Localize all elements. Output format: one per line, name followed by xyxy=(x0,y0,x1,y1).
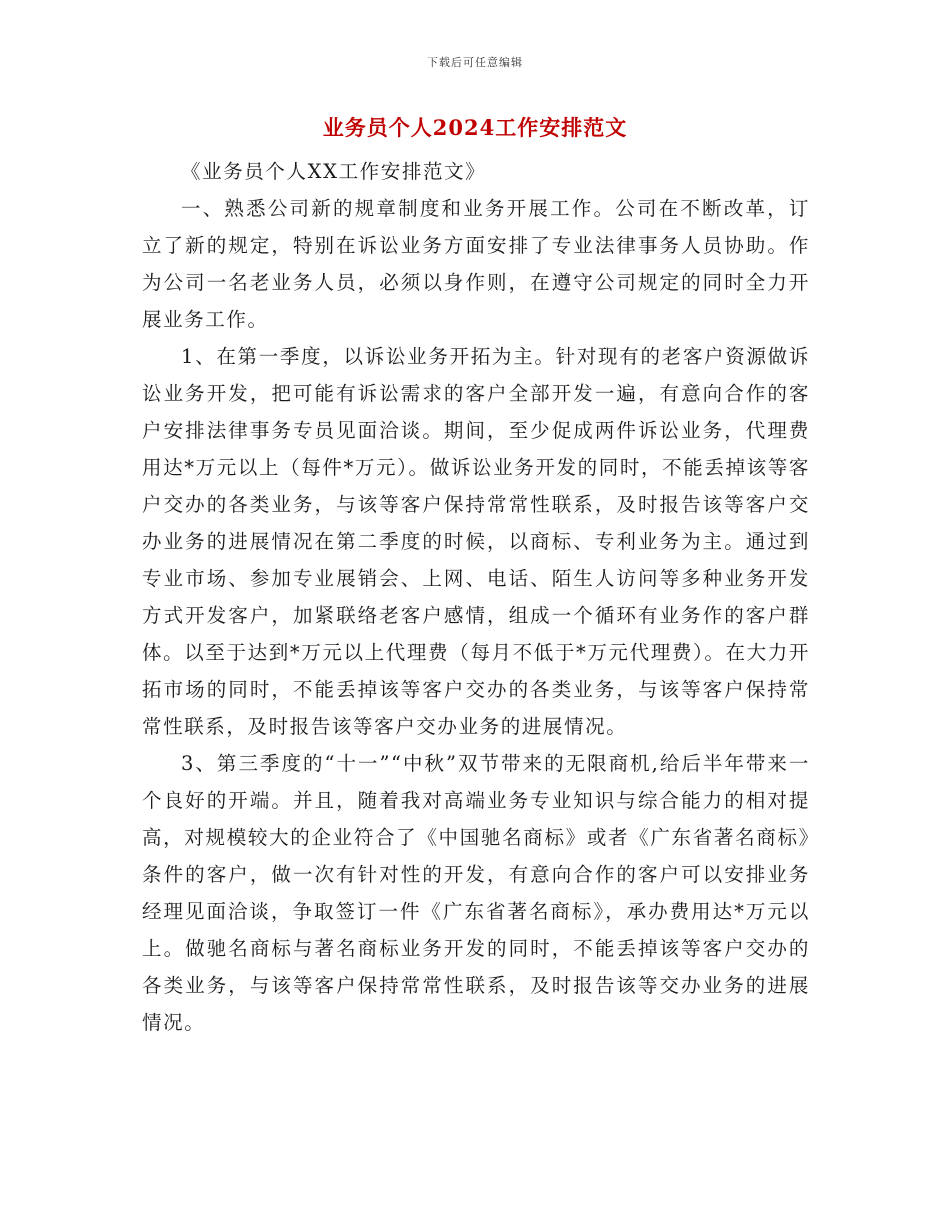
document-subtitle: 《业务员个人XX工作安排范文》 xyxy=(181,160,487,183)
document-title: 业务员个人2024工作安排范文 xyxy=(322,115,628,140)
paragraph-3: 3、第三季度的“十一”“中秋”双节带来的无限商机,给后半年带来一个良好的开端。并且，随着我对高端业务专业知识与综合能力的相对提高，对规模较大的企业符合了《中国驰名商标》或者《广东省著名商标》条件的客户，做一次有针对性的开发，有意向合作的客户可以安排业务经理见面洽谈，争取签订一件《广东省著名商标》，承办费用达*万元以上。做驰名商标与著名商标业务开发的同时，不能丢掉该等客户交办的各类业务，与该等客户保持常常性联系，及时报告该等交办业务的进展情况。 xyxy=(142,752,810,1034)
header-note: 下载后可任意编辑 xyxy=(427,56,523,69)
paragraph-1: 一、熟悉公司新的规章制度和业务开展工作。公司在不断改革，订立了新的规定，特别在诉讼业务方面安排了专业法律事务人员协助。作为公司一名老业务人员，必须以身作则，在遵守公司规定的同时全力开展业务工作。 xyxy=(142,197,810,331)
paragraph-2: 1、在第一季度，以诉讼业务开拓为主。针对现有的老客户资源做诉讼业务开发，把可能有诉讼需求的客户全部开发一遍，有意向合作的客户安排法律事务专员见面洽谈。期间，至少促成两件诉讼业务，代理费用达*万元以上（每件*万元）。做诉讼业务开发的同时，不能丢掉该等客户交办的各类业务，与该等客户保持常常性联系，及时报告该等客户交办业务的进展情况在第二季度的时候，以商标、专利业务为主。通过到专业市场、参加专业展销会、上网、电话、陌生人访问等多种业务开发方式开发客户，加紧联络老客户感情，组成一个循环有业务作的客户群体。以至于达到*万元以上代理费（每月不低于*万元代理费）。在大力开拓市场的同时，不能丢掉该等客户交办的各类业务，与该等客户保持常常性联系，及时报告该等客户交办业务的进展情况。 xyxy=(142,345,810,738)
document-body xyxy=(142,153,810,1041)
